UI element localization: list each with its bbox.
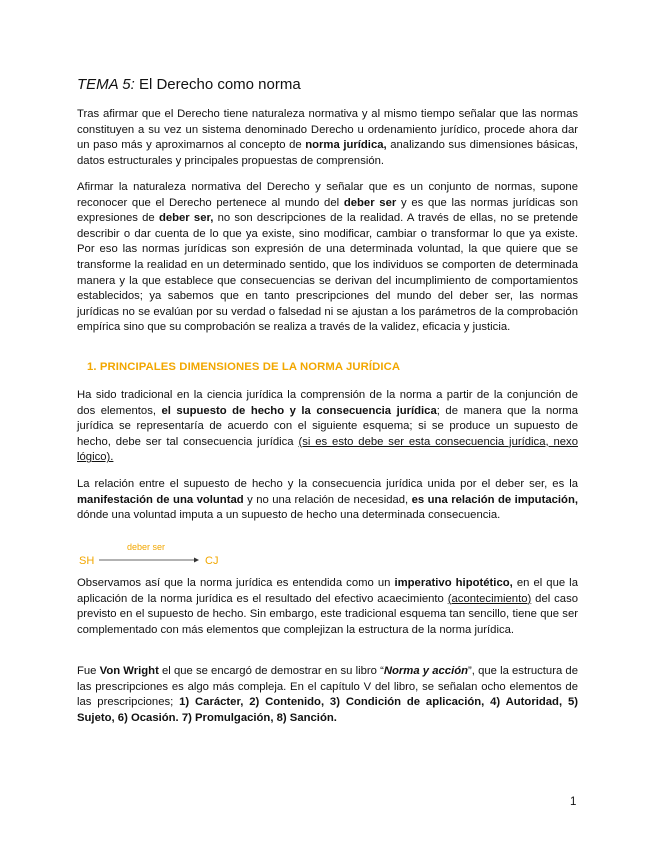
paragraph-4 — [77, 477, 578, 524]
p4-text-a: La relación entre el supuesto de hecho y la consecuencia jurídica unida por el deber ser, es la — [77, 478, 578, 490]
page-number: 1 — [570, 796, 577, 808]
p2-bold-deber-ser-2: deber ser, — [158, 212, 214, 225]
p2-bold-deber-ser: deber ser — [343, 196, 397, 209]
section-heading-1: 1. PRINCIPALES DIMENSIONES DE LA NORMA JURÍDICA — [87, 361, 401, 373]
paragraph-3 — [77, 388, 578, 466]
p5-bold-term: imperativo hipotético, — [394, 577, 513, 589]
p6-bold-elements: 1) Carácter, 2) Contenido, 3) Condición de aplicación, 4) Autoridad, 5) Sujeto, 6) Ocasión. 7) Promulgación, 8) Sanción. — [77, 696, 578, 724]
paragraph-1 — [77, 107, 578, 169]
p6-text-e: ”, que la estructura de las prescripciones es algo más compleja. En el capítulo V del libro, se señalan ocho elementos de las prescripciones; — [77, 665, 578, 709]
diagram-cj-label: CJ — [205, 555, 219, 567]
p6-text-c: el que se encargó de demostrar en su libro “ — [158, 665, 384, 677]
p5-underlined: (acontecimiento) — [447, 592, 532, 605]
p3-text-c: ; de manera que la norma jurídica se representaría de acuerdo con el siguiente esquema; si se produce un supuesto de hecho, debe ser tal consecuencia jurídica — [77, 404, 578, 448]
p5-text-e: del caso previsto en el supuesto de hecho. Sin embargo, este tradicional esquema tan sencillo, tiene que ser complementado con más elementos que complejizan la estructura de la norma jurídica. — [77, 592, 579, 636]
p5-text-a: Observamos así que la norma jurídica es entendida como un — [77, 577, 395, 589]
p3-underlined: (si es esto debe ser esta consecuencia jurídica, nexo lógico). — [77, 435, 578, 464]
p1-bold-term: norma jurídica, — [305, 139, 387, 152]
p1-text-a: Tras afirmar que el Derecho tiene naturaleza normativa y al mismo tiempo señalar que las normas constituyen a su vez un sistema denominado Derecho u ordenamiento jurídico, procede ahora dar un paso más y aproximarnos al concepto de — [77, 108, 578, 152]
p2-text-c: y es que las normas jurídicas son expresiones de — [77, 196, 579, 225]
title-prefix: TEMA 5: — [77, 76, 135, 93]
p6-book-title: Norma y acción — [383, 665, 469, 677]
diagram-sh-label: SH — [79, 555, 95, 567]
p3-bold-term: el supuesto de hecho y la consecuencia jurídica — [161, 404, 437, 417]
p6-text-a: Fue — [77, 665, 100, 677]
p6-bold-author: Von Wright — [99, 665, 159, 677]
p3-text-a: Ha sido tradicional en la ciencia jurídica la comprensión de la norma a partir de la conjunción de dos elementos, — [77, 389, 578, 417]
arrow-right-icon — [194, 558, 199, 563]
p4-bold-term-1: manifestación de una voluntad — [77, 493, 244, 506]
p4-text-c: y no una relación de necesidad, — [243, 493, 412, 506]
p2-text-a: Afirmar la naturaleza normativa del Derecho y señalar que es un conjunto de normas, supone reconocer que el Derecho pertenece al mundo del — [77, 181, 578, 209]
sh-cj-diagram — [77, 542, 277, 568]
paragraph-5 — [77, 576, 578, 638]
page-title — [77, 76, 301, 93]
title-text: El Derecho como norma — [138, 76, 301, 93]
paragraph-6 — [77, 664, 578, 726]
p1-text-c: analizando sus dimensiones básicas, datos estructurales y principales propuestas de comprensión. — [77, 139, 579, 167]
paragraph-2 — [77, 180, 578, 336]
p4-bold-term-2: es una relación de imputación, — [411, 493, 578, 506]
p2-text-e: no son descripciones de la realidad. A través de ellas, no se pretende describir o dar cuenta de lo que ya existe, sino modificar, cambiar o transformar lo que ya existe. Por eso las normas jurídicas son expresión de una determinada voluntad, la que quiere que se transforme la realidad en un determinado sentido, que los individuos se comporten de determinada manera y la que establece que consecuencias se derivan del incumplimiento de comportamientos establecidos; ya sabemos que en tanto prescripciones del mundo del deber ser, las normas jurídicas no se evalúan por su verdad o falsedad ni se ajustan a los parámetros de la comprobación empírica sino que su comprobación se realiza a través de la validez, eficacia y justicia. — [77, 212, 578, 334]
p5-text-c: en el que la aplicación de la norma jurídica es el resultado del efectivo acaecimiento — [77, 577, 578, 605]
diagram-arrow-label: deber ser — [127, 542, 166, 552]
p4-text-e: dónde una voluntad imputa a un supuesto de hecho una determinada consecuencia. — [77, 509, 501, 522]
